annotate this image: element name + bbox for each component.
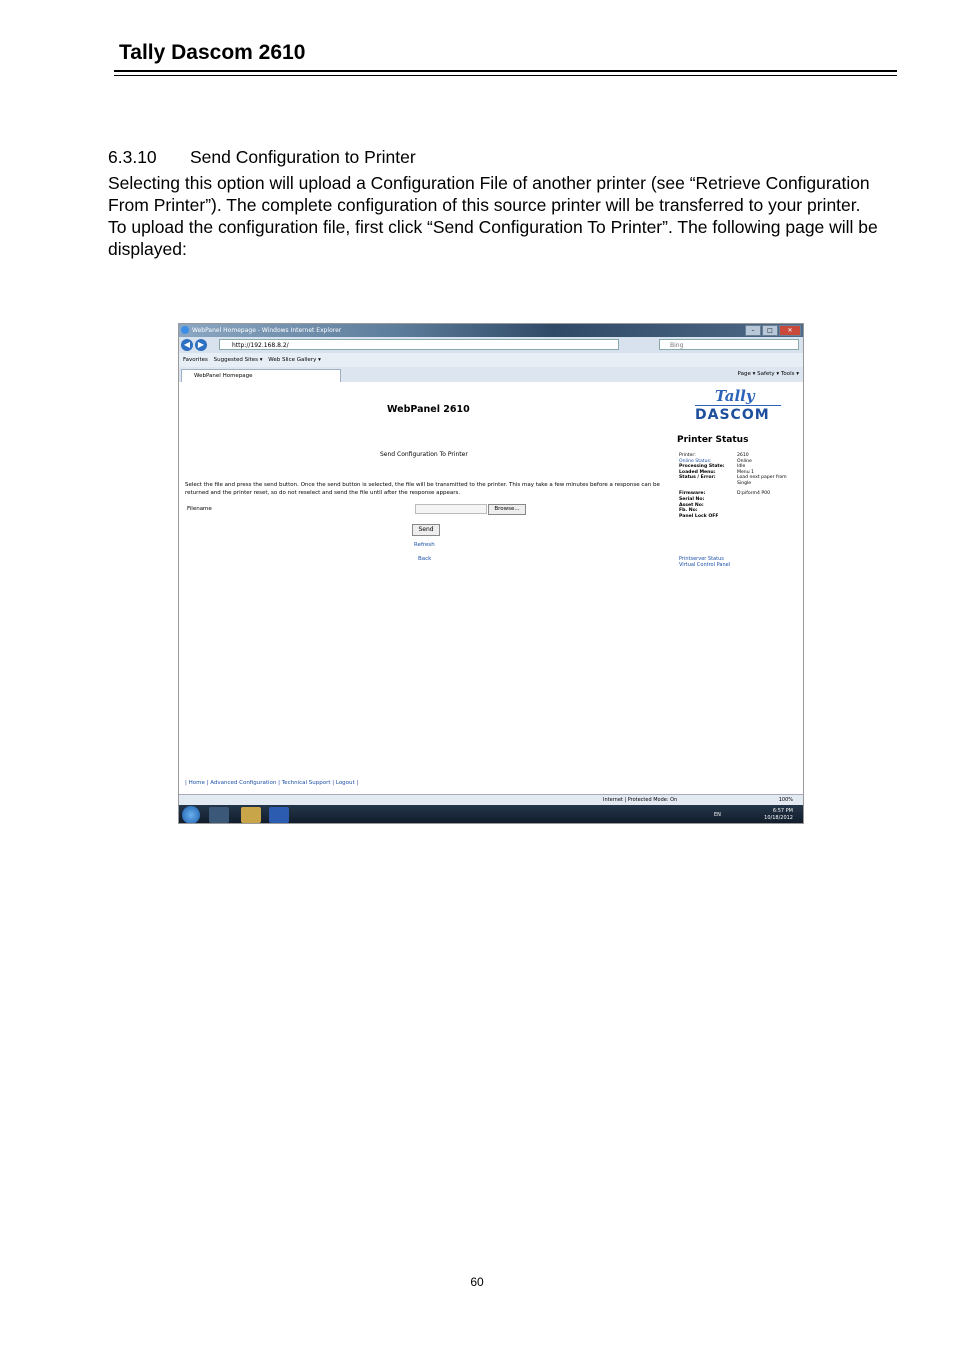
language-indicator[interactable]: EN bbox=[714, 812, 721, 818]
printer-status-table bbox=[679, 453, 799, 519]
back-link[interactable]: Back bbox=[418, 556, 432, 562]
send-button[interactable]: Send bbox=[412, 524, 440, 536]
section-number: 6.3.10 bbox=[108, 147, 157, 167]
right-links bbox=[679, 556, 730, 568]
minimize-icon[interactable]: – bbox=[745, 325, 761, 336]
document-title: Tally Dascom 2610 bbox=[119, 41, 306, 64]
page-heading: Send Configuration To Printer bbox=[380, 451, 468, 458]
status-value: Idle bbox=[737, 464, 746, 470]
clock-time: 6:57 PM bbox=[772, 808, 793, 814]
status-value: D:piform4 P00 bbox=[737, 491, 770, 497]
header-rule bbox=[114, 70, 897, 72]
status-key: Asset No: bbox=[679, 502, 704, 508]
status-value: Online bbox=[737, 458, 752, 464]
zoom-level[interactable]: 100% bbox=[778, 797, 793, 803]
security-zone: Internet | Protected Mode: On bbox=[603, 797, 678, 803]
close-icon[interactable]: ✕ bbox=[779, 325, 801, 336]
word-taskbar-icon[interactable] bbox=[269, 807, 289, 823]
status-key: Processing State: bbox=[679, 464, 725, 470]
printserver-status-link[interactable]: Printserver Status bbox=[679, 556, 724, 562]
virtual-control-panel-link[interactable]: Virtual Control Panel bbox=[679, 562, 731, 568]
ie-taskbar-icon[interactable] bbox=[209, 807, 229, 823]
clock-date: 10/18/2012 bbox=[764, 815, 793, 821]
tally-logo: Tally bbox=[715, 387, 755, 405]
taskbar bbox=[179, 805, 803, 824]
start-button-icon[interactable] bbox=[182, 806, 200, 824]
explorer-taskbar-icon[interactable] bbox=[241, 807, 261, 823]
webpanel-title: WebPanel 2610 bbox=[387, 404, 470, 415]
forward-arrow-icon[interactable]: ▶ bbox=[195, 339, 207, 351]
address-bar bbox=[179, 337, 803, 354]
section-heading bbox=[108, 147, 416, 168]
tab-webpanel-homepage[interactable]: WebPanel Homepage bbox=[181, 369, 341, 382]
status-value: 2610 bbox=[737, 453, 749, 458]
suggested-sites-link[interactable]: Suggested Sites ▾ bbox=[213, 357, 263, 363]
web-slice-gallery-link[interactable]: Web Slice Gallery ▾ bbox=[268, 357, 321, 363]
clock[interactable] bbox=[764, 808, 793, 822]
page-content bbox=[179, 382, 803, 794]
paragraph: To upload the configuration file, first click “Send Configuration To Printer”. The following page will be displayed: bbox=[108, 217, 878, 259]
status-key: Status / Error: bbox=[679, 475, 716, 481]
tab-bar bbox=[179, 367, 803, 383]
filename-input[interactable] bbox=[415, 504, 487, 514]
filename-label: Filename bbox=[187, 506, 212, 512]
section-title: Send Configuration to Printer bbox=[190, 147, 416, 167]
favorites-button[interactable]: Favorites bbox=[183, 357, 208, 363]
maximize-icon[interactable]: □ bbox=[762, 325, 778, 336]
status-key: Firmware: bbox=[679, 491, 706, 497]
status-key: Panel Lock OFF bbox=[679, 513, 719, 519]
ie-icon bbox=[181, 326, 189, 334]
logo-rule bbox=[695, 405, 781, 406]
browser-screenshot bbox=[178, 323, 804, 824]
browse-button[interactable]: Browse... bbox=[488, 504, 526, 515]
back-arrow-icon[interactable]: ◀ bbox=[181, 339, 193, 351]
status-key: Serial No: bbox=[679, 496, 705, 502]
page-number: 60 bbox=[470, 1275, 484, 1289]
window-titlebar bbox=[179, 324, 803, 337]
command-bar[interactable]: Page ▾ Safety ▾ Tools ▾ bbox=[737, 371, 799, 377]
refresh-link[interactable]: Refresh bbox=[414, 542, 435, 548]
printer-status-title: Printer Status bbox=[677, 435, 749, 445]
favorites-bar bbox=[179, 353, 803, 367]
status-key: Printer: bbox=[679, 453, 696, 458]
status-value: Menu 1 bbox=[737, 469, 754, 475]
status-key: Fb. No: bbox=[679, 508, 698, 514]
footer-links[interactable]: | Home | Advanced Configuration | Technical Support | Logout | bbox=[185, 780, 359, 786]
address-input[interactable]: http://192.168.8.2/ bbox=[219, 339, 619, 350]
instructions-text: Select the file and press the send button. Once the send button is selected, the file will be transmitted to the printer. This may take a few minutes before a response can be returned and the printer reset, so do not reselect and send the file until after the response appears. bbox=[185, 482, 660, 496]
header-rule-thin bbox=[114, 75, 897, 76]
paragraph: Selecting this option will upload a Configuration File of another printer (see “Retrieve Configuration From Printer”). The complete configuration of this source printer will be transferred to your printer. bbox=[108, 173, 870, 215]
dascom-logo: DASCOM bbox=[695, 407, 770, 423]
section-body bbox=[108, 172, 908, 260]
window-title: WebPanel Homepage - Windows Internet Explorer bbox=[192, 327, 342, 334]
status-key: Loaded Menu: bbox=[679, 469, 716, 475]
status-value: Load next paper from Single bbox=[737, 475, 787, 486]
status-key[interactable]: Online Status: bbox=[679, 458, 712, 464]
search-input[interactable]: Bing bbox=[659, 339, 799, 350]
